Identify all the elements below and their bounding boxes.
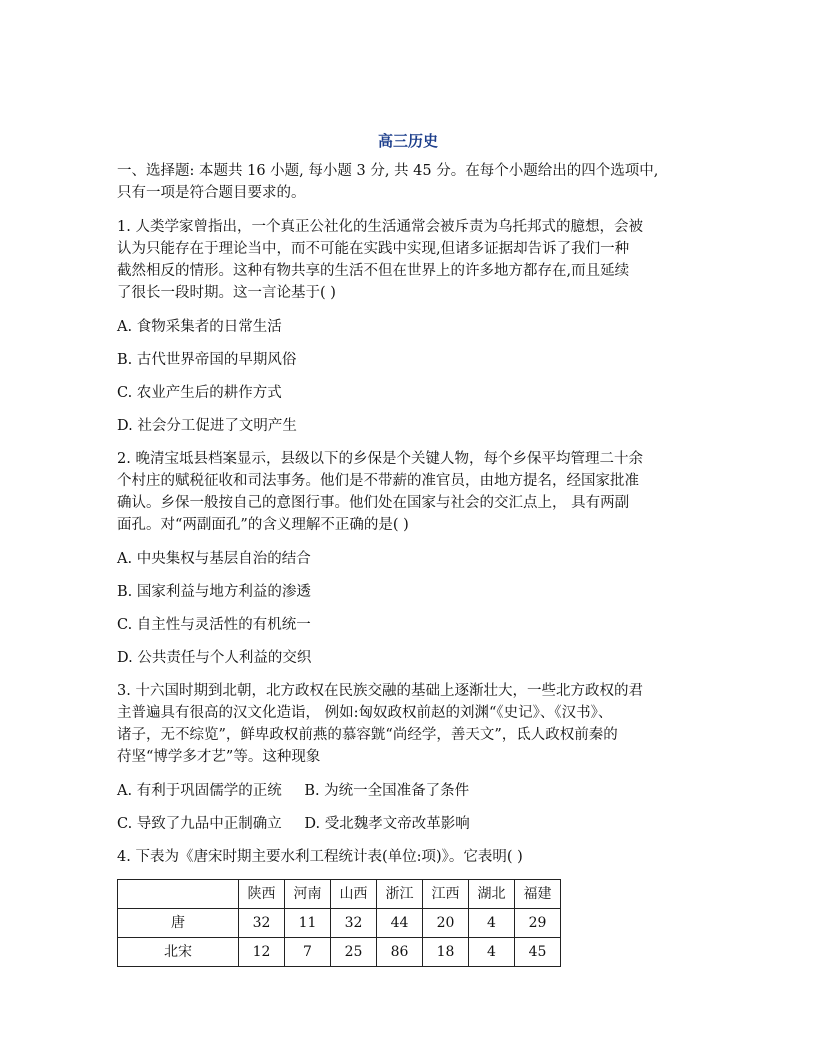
q3-line: 主普遍具有很高的汉文化造诣， 例如:匈奴政权前赵的刘渊“《史记》、《汉书》、 [117, 705, 613, 721]
table-header-cell: 山西 [331, 880, 377, 909]
table-header-cell: 湖北 [469, 880, 515, 909]
q1-line: 了很长一段时期。这一言论基于( ) [117, 285, 336, 301]
q2-line: 个村庄的赋税征收和司法事务。他们是不带薪的准官员，由地方提名，经国家批准 [117, 473, 639, 489]
table-cell: 32 [239, 909, 285, 938]
table-header-row [118, 880, 561, 909]
q2-option-b: B. 国家利益与地方利益的渗透 [117, 584, 311, 600]
q3-line: 诸子，无不综览”，鲜卑政权前燕的慕容皝“尚经学，善天文”，氐人政权前秦的 [117, 727, 618, 743]
question-2-stem [117, 448, 699, 536]
q2-line: 面孔。对“两副面孔”的含义理解不正确的是( ) [117, 517, 409, 533]
q2-option-c: C. 自主性与灵活性的有机统一 [117, 617, 311, 633]
table-cell: 11 [285, 909, 331, 938]
table-header-cell: 陕西 [239, 880, 285, 909]
table-cell: 20 [423, 909, 469, 938]
q2-option-d: D. 公共责任与个人利益的交织 [117, 650, 312, 666]
water-projects-table [117, 879, 561, 967]
q1-option-b: B. 古代世界帝国的早期风俗 [117, 352, 297, 368]
q3-option-c: C. 导致了九品中正制确立 [117, 816, 282, 832]
table-cell: 12 [239, 938, 285, 967]
q3-option-b: B. 为统一全国准备了条件 [304, 783, 470, 799]
intro-line: 只有一项是符合题目要求的。 [117, 185, 306, 201]
q1-option-c: C. 农业产生后的耕作方式 [117, 385, 282, 401]
table-cell: 44 [377, 909, 423, 938]
table-row [118, 938, 561, 967]
q1-line: 认为只能存在于理论当中，而不可能在实践中实现,但诸多证据却告诉了我们一种 [117, 241, 630, 257]
table-cell: 25 [331, 938, 377, 967]
q1-option-a: A. 食物采集者的日常生活 [117, 319, 282, 335]
q2-option-a: A. 中央集权与基层自治的结合 [117, 551, 311, 567]
table-header-cell: 江西 [423, 880, 469, 909]
q3-options-row-1 [117, 780, 699, 802]
table-cell: 7 [285, 938, 331, 967]
q1-line: 1. 人类学家曾指出，一个真正公社化的生活通常会被斥责为乌托邦式的臆想，会被 [117, 219, 643, 235]
table-cell: 唐 [118, 909, 239, 938]
table-cell: 29 [515, 909, 561, 938]
table-header-cell: 河南 [285, 880, 331, 909]
q1-line: 截然相反的情形。这种有物共享的生活不但在世界上的许多地方都存在,而且延续 [117, 263, 630, 279]
table-cell: 18 [423, 938, 469, 967]
table-header-cell: 浙江 [377, 880, 423, 909]
exam-content [117, 160, 699, 967]
q3-option-d: D. 受北魏孝文帝改革影响 [304, 816, 470, 832]
table-header-cell: 福建 [515, 880, 561, 909]
table-cell: 86 [377, 938, 423, 967]
q3-options-row-2 [117, 813, 699, 835]
page-title: 高三历史 [377, 132, 438, 150]
table-cell: 4 [469, 909, 515, 938]
q3-option-a: A. 有利于巩固儒学的正统 [117, 783, 282, 799]
table-cell: 45 [515, 938, 561, 967]
table-cell: 4 [469, 938, 515, 967]
table-header-cell [118, 880, 239, 909]
intro-line: 一、选择题: 本题共 16 小题, 每小题 3 分, 共 45 分。在每个小题给出的四个选项中, [117, 163, 659, 179]
question-4-stem: 4. 下表为《唐宋时期主要水利工程统计表(单位:项)》。它表明( ) [117, 849, 523, 865]
q2-line: 确认。乡保一般按自己的意图行事。他们处在国家与社会的交汇点上， 具有两副 [117, 495, 630, 511]
question-3-stem [117, 680, 699, 768]
table-row [118, 909, 561, 938]
table-cell: 32 [331, 909, 377, 938]
question-1-stem [117, 216, 699, 304]
q1-option-d: D. 社会分工促进了文明产生 [117, 418, 297, 434]
table-cell: 北宋 [118, 938, 239, 967]
section-intro [117, 160, 699, 204]
q3-line: 3. 十六国时期到北朝，北方政权在民族交融的基础上逐渐壮大，一些北方政权的君 [117, 683, 643, 699]
q2-line: 2. 晚清宝坻县档案显示，县级以下的乡保是个关键人物，每个乡保平均管理二十余 [117, 451, 643, 467]
q3-line: 苻坚“博学多才艺”等。这种现象 [117, 749, 321, 765]
